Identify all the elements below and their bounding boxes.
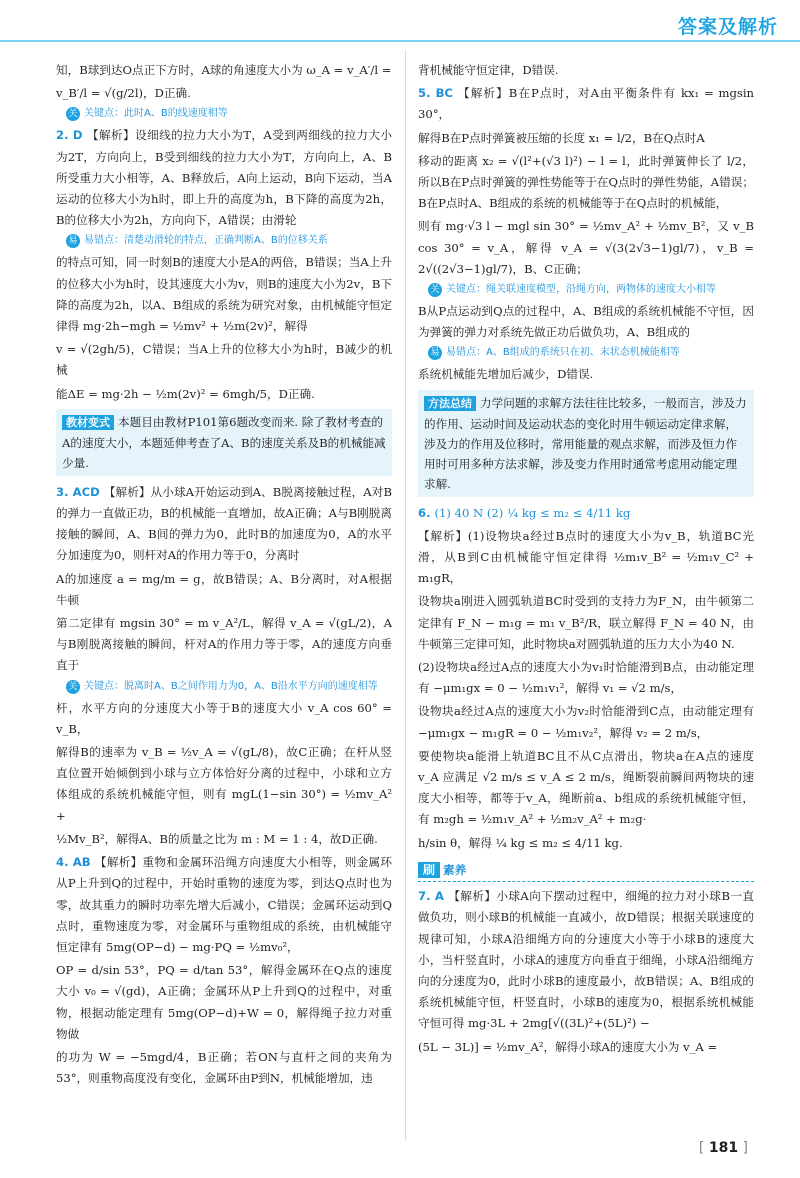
q3-text-f: ½Mv_B²，解得A、B的质量之比为 m : M = 1 : 4，故D正确.: [56, 831, 378, 846]
error-note: 易 易错点：A、B组成的系统只在初、末状态机械能相等: [428, 345, 754, 360]
textbook-variant-box: 教材变式 本题目由教材P101第6题改变而来. 除了教材考查的A的速度大小，本题延伸考查了A、B的速度关系及B的机械能减少量.: [56, 409, 392, 476]
q6-text-a: 【解析】(1)设物块a经过B点时的速度大小为v_B，轨道BC光滑，从B到C由机械能守恒定律得 ½m₁v_B² = ½m₁v_C² + m₁gR，: [418, 528, 754, 586]
method-summary-tag: 方法总结: [424, 396, 476, 411]
header-title: 答案及解析: [677, 16, 778, 38]
q2-text-c: v = √(2gh/5)，C错误；当A上升的位移大小为h时，B减少的机械: [56, 342, 392, 378]
right-column: [418, 60, 754, 1060]
q6-answer: 6. (1) 40 N (2) ¼ kg ≤ m₂ ≤ 4/11 kg: [418, 505, 631, 520]
q6-text-f: h/sin θ，解得 ¼ kg ≤ m₂ ≤ 4/11 kg.: [418, 835, 623, 850]
q2-text-b: 的特点可知，同一时刻B的速度大小是A的两倍，B错误；当A上升的位移大小为h时，设其速度大小为v，则B的速度大小为2v，B下降的高度为2h，以A、B组成的系统为研究对象，由机械能守恒定律得 mg·2h−mgh = ½mv² + ½m(2v)²，解得: [56, 255, 392, 334]
q5-answer: 5. BC 【解析】B在P点时，对A由平衡条件有 kx₁ = mgsin 30°，: [418, 86, 755, 122]
key-note: 关 关键点：脱离时A、B之间作用力为0，A、B沿水平方向的速度相等: [66, 679, 392, 694]
q4-text-end: 背机械能守恒定律，D错误.: [418, 63, 559, 77]
q3-text-e: 解得B的速率为 v_B = ½v_A = √(gL/8)，故C正确；在杆从竖直位置开始倾倒到小球与立方体恰好分离的过程中，小球和立方体组成的系统机械能守恒，则有 mgL(1−sin 30°) = ½mv_A² +: [56, 745, 392, 823]
q5-text-e: B从P点运动到Q点的过程中，A、B组成的系统机械能不守恒，因为弹簧的弹力对系统先做正功后做负功，A、B组成的: [418, 304, 754, 340]
textbook-variant-tag: 教材变式: [62, 415, 114, 430]
q6-text-b: 设物块a刚进入圆弧轨道BC时受到的支持力为F_N，由牛顿第二定律有 F_N − m₁g = m₁ v_B²/R，联立解得 F_N = 40 N，由牛顿第三定律可知，此时物块a对圆弧轨道的压力大小为40 N.: [418, 594, 754, 651]
q4-text-c: 的功为 W = −5mgd/4，B正确；若ON与直杆之间的夹角为53°，则重物高度没有变化，金属环由P到N，机械能增加，违: [56, 1049, 392, 1086]
column-divider: [405, 50, 406, 1140]
left-column: [56, 60, 392, 1091]
q2-answer: 2. D 【解析】设细线的拉力大小为T，A受到两细线的拉力大小为2T，方向向上，B受到细线的拉力大小为T，方向向上，A、B所受重力大小相等，A、B释放后，A向上运动，B向下运动，当A运动的位移大小为h时，即上升的高度为h，B下降的高度为2h，B的位移大小为2h，方向向下，A错误；由滑轮: [56, 128, 392, 228]
q6-text-c: (2)设物块a经过A点的速度大小为v₁时恰能滑到B点，由动能定理有 −μm₁gx = 0 − ½m₁v₁²，解得 v₁ = √2 m/s，: [418, 660, 754, 696]
error-point-icon: 易: [66, 234, 80, 248]
q5-text-c: 移动的距离 x₂ = √(l²+(√3 l)²) − l = l，此时弹簧伸长了 l/2，所以B在P点时弹簧的弹性势能等于在Q点时的弹性势能，A错误；B在P点时A、B组成的系统的机械能等于在Q点时的机械能，: [418, 153, 754, 211]
q3-text-b: A的加速度 a = mg/m = g，故B错误；A、B分离时，对A根据牛顿: [56, 571, 392, 607]
error-note: 易 易错点：清楚动滑轮的特点，正确判断A、B的位移关系: [66, 233, 392, 248]
q5-text-f: 系统机械能先增加后减少，D错误.: [418, 367, 594, 382]
q3-text-d: 杆，水平方向的分速度大小等于B的速度大小 v_A cos 60° = v_B，: [56, 700, 392, 736]
q6-text-e: 要使物块a能滑上轨道BC且不从C点滑出，物块a在A点的速度 v_A 应满足 √2 m/s ≤ v_A ≤ 2 m/s，绳断裂前瞬间两物块的速度大小相等，都等于v_A，绳断前a、b组成的系统机械能守恒，有 m₂gh = ½m₁v_A² + ½m₂v_A² + m₂g·: [418, 748, 754, 827]
page-number: [ 181 ]: [698, 1140, 748, 1156]
q4-text-b: OP = d/sin 53°，PQ = d/tan 53°，解得金属环在Q点的速度大小 v₀ = √(gd)，A正确；金属环从P上升到Q的过程中，对重物，根据动能定理有 5mg(OP−d)+W = 0，解得绳子拉力对重物做: [56, 963, 392, 1041]
error-point-icon: 易: [428, 346, 442, 360]
q3-answer: 3. ACD 【解析】从小球A开始运动到A、B脱离接触过程，A对B的弹力一直做正功，B的机械能一直增加，故A正确；A与B刚脱离接触的瞬间，A、B间的弹力为0，此时B的加速度为0，A的水平分加速度为0，则杆对A的作用力等于0，分离时: [56, 484, 392, 563]
key-note: 关 关键点：绳关联速度模型，沿绳方向，两物体的速度大小相等: [428, 282, 754, 297]
header-divider: [0, 40, 800, 42]
key-note: 关 关键点：此时A、B的线速度相等: [66, 106, 392, 121]
q6-text-d: 设物块a经过A点的速度大小为v₂时恰能滑到C点，由动能定理有 −μm₁gx − m₁gR = 0 − ½m₁v₂²，解得 v₂ = 2 m/s，: [418, 704, 754, 740]
q1-text-b: v_B′/l = √(g/2l)，D正确.: [56, 86, 191, 101]
q3-text-c: 第二定律有 mgsin 30° = m v_A²/L，解得 v_A = √(gL/2)，A与B刚脱离接触的瞬间，杆对A的作用力等于零，A的速度方向垂直于: [56, 616, 392, 673]
q7-text-b: (5L − 3L)] = ½mv_A²，解得小球A的速度大小为 v_A =: [418, 1039, 718, 1054]
q2-text-d: 能ΔE = mg·2h − ½m(2v)² = 6mgh/5，D正确.: [56, 386, 315, 401]
method-summary-box: 方法总结 力学问题的求解方法往往比较多，一般而言，涉及力的作用、运动时间及运动状态的变化时用牛顿运动定律求解，涉及力的作用及位移时，常用能量的观点求解，而涉及恒力作用时可用多种方法求解，涉及变力作用时通常考虑用动能定理求解.: [418, 390, 754, 497]
section-heading: 刷 素养: [418, 860, 754, 882]
key-point-icon: 关: [428, 283, 442, 297]
key-point-icon: 关: [66, 107, 80, 121]
brush-icon: 刷: [418, 862, 440, 878]
q5-text-d: 则有 mg·√3 l − mgl sin 30° = ½mv_A² + ½mv_B²，又 v_B cos 30° = v_A，解得 v_A = √(3(2√3−1)gl/7)，v_B = 2√((2√3−1)gl/7)，B、C正确；: [418, 219, 754, 276]
q1-text-a: 知，B球到达O点正下方时，A球的角速度大小为 ω_A = v_A′/l =: [56, 63, 392, 77]
key-point-icon: 关: [66, 680, 80, 694]
q4-answer: 4. AB 【解析】重物和金属环沿绳方向速度大小相等，则金属环从P上升到Q的过程中，开始时重物的速度为零，到达Q点时也为零，故其重力的瞬时功率先增大后减小，C错误；金属环运动到Q点时，重物速度为零，对金属环与重物组成的系统，由机械能守恒定律有 5mg(OP−d) − mg·PQ = ½mv₀²，: [56, 855, 392, 954]
q5-text-b: 解得B在P点时弹簧被压缩的长度 x₁ = l/2，B在Q点时A: [418, 130, 705, 145]
q7-answer: 7. A 【解析】小球A向下摆动过程中，细绳的拉力对小球B一直做负功，则小球B的机械能一直减小，故D错误；根据关联速度的规律可知，小球A沿细绳方向的分速度大小等于小球B的速度大小，当杆竖直时，小球A的速度方向垂直于细绳，小球A沿细绳方向的分速度为0，此时小球B的速度最小，故B错误；A、B组成的系统机械能守恒，杆竖直时，小球B的速度为0，根据系统机械能守恒可得 mg·3L + 2mg[√((3L)²+(5L)²) −: [418, 889, 754, 1031]
